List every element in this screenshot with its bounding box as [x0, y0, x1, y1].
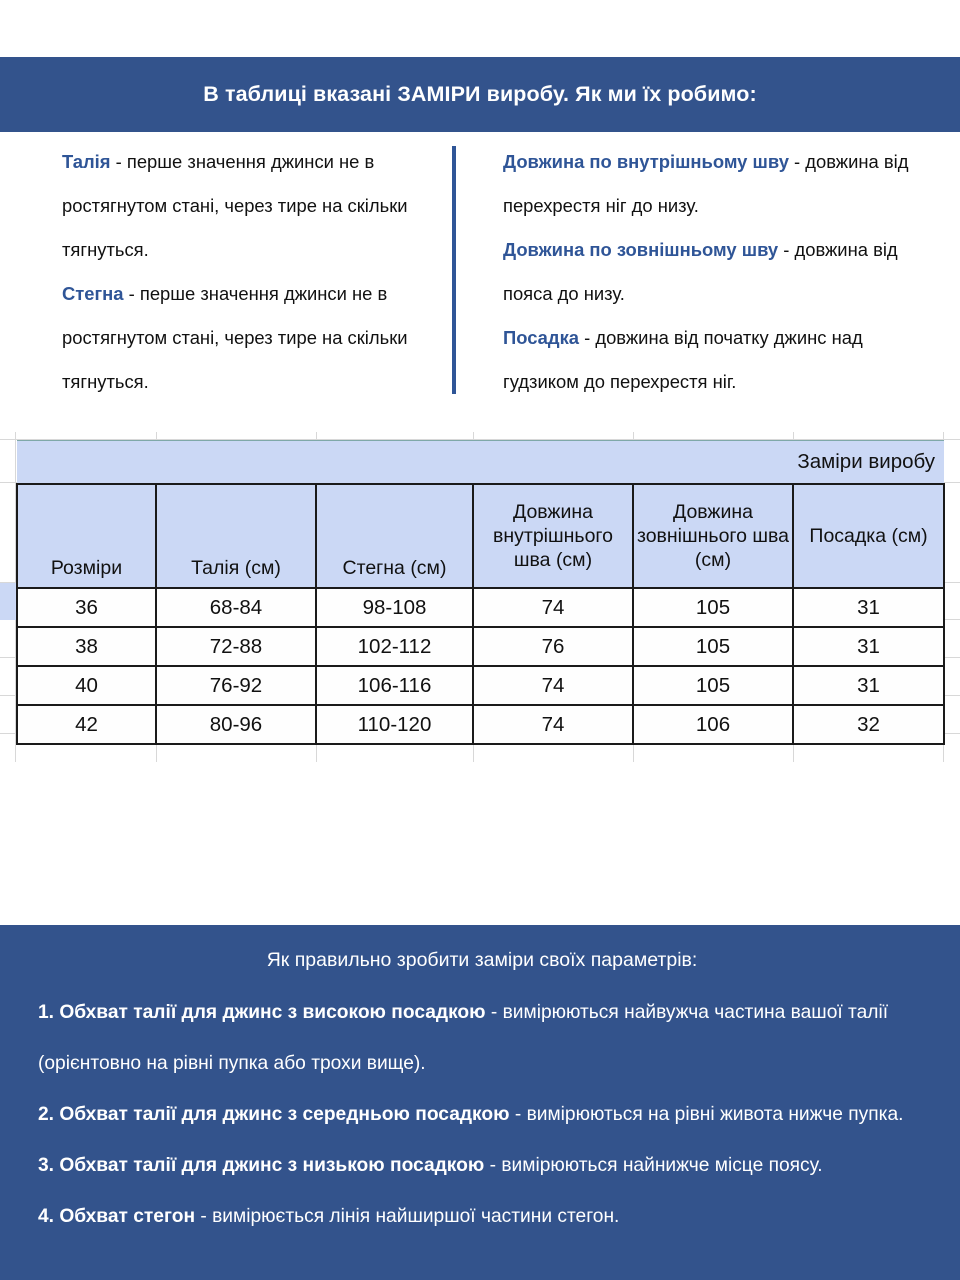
size-chart-table: [16, 440, 945, 745]
instruction-item-1-text: вимірюються найвужча частина вашої талії (орієнтовно на рівні пупка або трохи вище).: [38, 1002, 889, 1074]
definition-inseam-text: довжина від перехрестя ніг до низу.: [503, 151, 909, 216]
definition-waist: [62, 140, 440, 272]
definition-waist-separator: -: [110, 151, 127, 172]
instruction-item-2-text: вимірюються на рівні живота нижче пупка.: [526, 1104, 904, 1125]
spreadsheet-area: [0, 432, 960, 762]
cell-hips: 110-120: [316, 705, 473, 744]
column-header-inseam: Довжина внутрішнього шва (см): [473, 484, 633, 588]
cell-hips: 106-116: [316, 666, 473, 705]
instruction-item-1-separator: -: [485, 1002, 503, 1023]
definition-inseam-separator: -: [788, 151, 806, 172]
table-row: [17, 705, 944, 744]
instruction-item-1-title: 1. Обхват талії для джинс з високою посадкою: [38, 1002, 486, 1023]
cell-rise: 31: [793, 588, 944, 627]
table-row: [17, 666, 944, 705]
instruction-item-3-text: вимірюються найнижче місце поясу.: [501, 1155, 823, 1176]
cell-outseam: 105: [633, 666, 793, 705]
instruction-item-2: [38, 1089, 926, 1140]
instruction-item-4: [38, 1191, 926, 1242]
top-banner-title: В таблиці вказані ЗАМІРИ виробу. Як ми їх робимо:: [203, 82, 757, 106]
table-row: [17, 627, 944, 666]
instruction-item-4-title: 4. Обхват стегон: [38, 1206, 196, 1227]
instructions-heading: Як правильно зробити заміри своїх параметрів:: [266, 949, 698, 971]
definitions-left-column: [62, 140, 440, 404]
column-header-size: Розміри: [17, 484, 156, 588]
cell-hips: 98-108: [316, 588, 473, 627]
measurement-instructions-section: [0, 925, 960, 1280]
instruction-item-1: [38, 987, 926, 1089]
instruction-item-3: [38, 1140, 926, 1191]
cell-inseam: 74: [473, 666, 633, 705]
column-header-rise: Посадка (см): [793, 484, 944, 588]
table-title: Заміри виробу: [17, 441, 944, 485]
cell-outseam: 105: [633, 588, 793, 627]
instruction-item-4-text: вимірюється лінія найширшої частини стегон.: [212, 1206, 620, 1227]
cell-waist: 72-88: [156, 627, 316, 666]
definition-waist-term: Талія: [62, 151, 111, 172]
cell-rise: 32: [793, 705, 944, 744]
table-row: [17, 588, 944, 627]
cell-outseam: 106: [633, 705, 793, 744]
definition-inseam: [503, 140, 923, 228]
definitions-area: [0, 140, 960, 400]
definition-waist-text: перше значення джинси не в ростягнутом стані, через тире на скільки тягнуться.: [62, 151, 408, 260]
definitions-right-column: [503, 140, 923, 404]
definition-hips-term: Стегна: [62, 283, 124, 304]
definition-hips-separator: -: [123, 283, 140, 304]
cell-waist: 68-84: [156, 588, 316, 627]
cell-waist: 80-96: [156, 705, 316, 744]
definition-outseam-separator: -: [778, 239, 795, 260]
cell-size: 42: [17, 705, 156, 744]
definition-rise-text: довжина від початку джинс над гудзиком до перехрестя ніг.: [503, 327, 863, 392]
column-header-waist: Талія (см): [156, 484, 316, 588]
cell-hips: 102-112: [316, 627, 473, 666]
definition-hips-text: перше значення джинси не в ростягнутом стані, через тире на скільки тягнуться.: [62, 283, 408, 392]
definition-rise: [503, 316, 923, 404]
cell-outseam: 105: [633, 627, 793, 666]
cell-size: 36: [17, 588, 156, 627]
cell-rise: 31: [793, 666, 944, 705]
instruction-item-4-separator: -: [195, 1206, 213, 1227]
definition-rise-separator: -: [579, 327, 596, 348]
cell-waist: 76-92: [156, 666, 316, 705]
definition-outseam: [503, 228, 923, 316]
top-banner: [0, 57, 960, 132]
column-header-hips: Стегна (см): [316, 484, 473, 588]
table-title-row: [17, 441, 944, 485]
instruction-item-3-title: 3. Обхват талії для джинс з низькою посадкою: [38, 1155, 485, 1176]
row-header-highlight: [0, 583, 16, 620]
cell-size: 38: [17, 627, 156, 666]
definitions-vertical-divider: [452, 146, 456, 394]
definition-inseam-term: Довжина по внутрішньому шву: [503, 151, 789, 172]
cell-inseam: 74: [473, 588, 633, 627]
cell-size: 40: [17, 666, 156, 705]
column-header-outseam: Довжина зовнішнього шва (см): [633, 484, 793, 588]
table-header-row: [17, 484, 944, 588]
instruction-item-2-separator: -: [509, 1104, 527, 1125]
definition-outseam-text: довжина від пояса до низу.: [503, 239, 898, 304]
cell-inseam: 74: [473, 705, 633, 744]
instruction-item-3-separator: -: [484, 1155, 502, 1176]
instruction-item-2-title: 2. Обхват талії для джинс з середньою посадкою: [38, 1104, 510, 1125]
definition-outseam-term: Довжина по зовнішньому шву: [503, 239, 779, 260]
definition-hips: [62, 272, 440, 404]
cell-rise: 31: [793, 627, 944, 666]
definition-rise-term: Посадка: [503, 327, 579, 348]
cell-inseam: 76: [473, 627, 633, 666]
